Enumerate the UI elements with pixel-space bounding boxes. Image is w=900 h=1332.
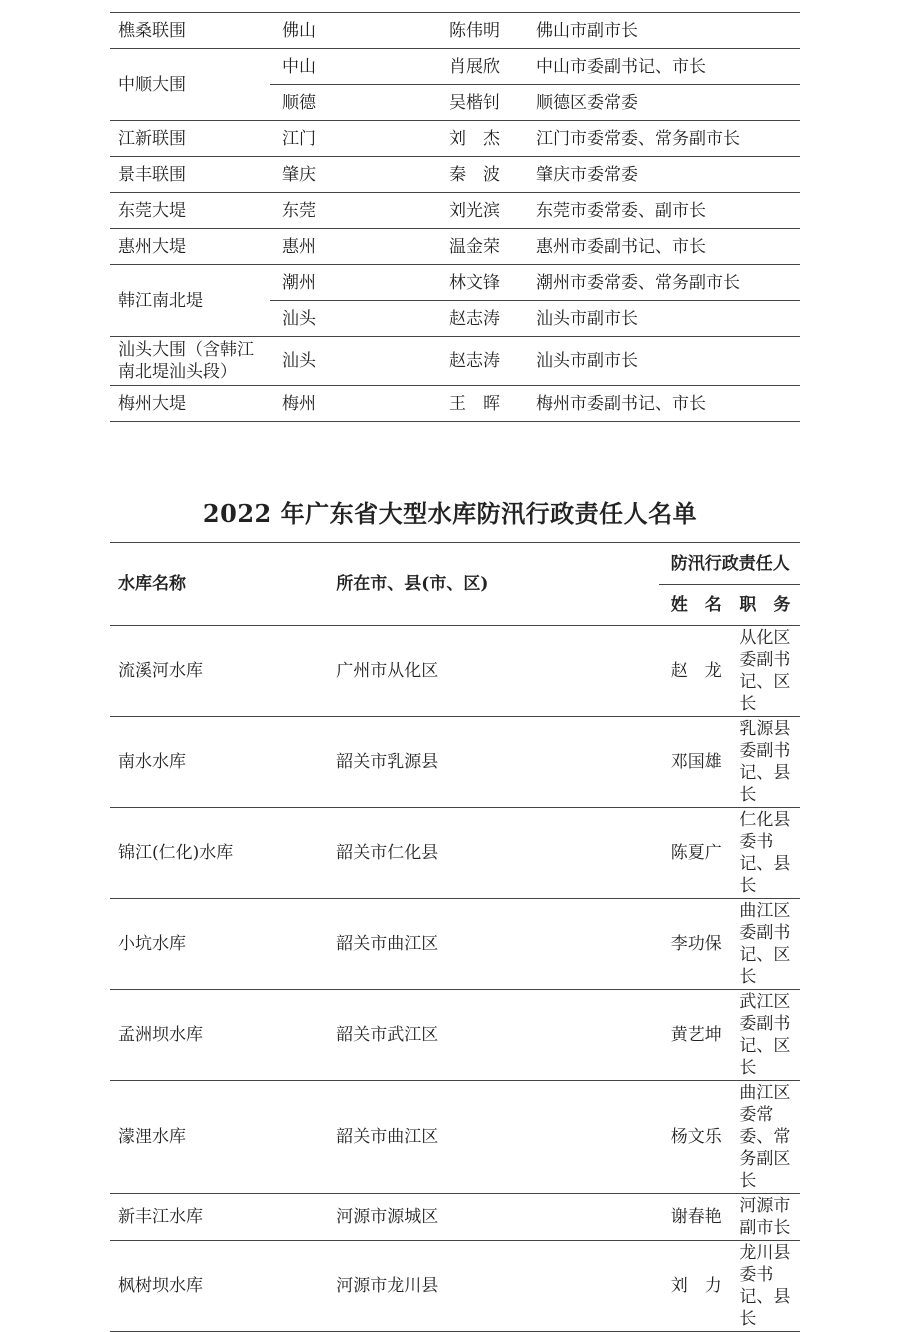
levee-name: 东莞大堤	[110, 193, 270, 229]
header-name: 姓 名	[659, 585, 730, 626]
person-name: 肖展欣	[437, 49, 524, 85]
header-location: 所在市、县(市、区)	[326, 543, 658, 626]
location: 河源市龙川县	[326, 1241, 658, 1332]
person-name: 刘光滨	[437, 193, 524, 229]
post: 顺德区委常委	[524, 85, 800, 121]
table-row	[110, 1081, 800, 1194]
table-row	[110, 899, 800, 990]
location: 河源市源城区	[326, 1194, 658, 1241]
levee-name: 汕头大围（含韩江南北堤汕头段）	[110, 337, 270, 386]
table-row	[110, 1241, 800, 1332]
levee-name: 景丰联围	[110, 157, 270, 193]
table-row	[110, 337, 800, 386]
city: 惠州	[270, 229, 437, 265]
reservoir-name: 南水水库	[110, 717, 326, 808]
levee-name: 江新联围	[110, 121, 270, 157]
city: 东莞	[270, 193, 437, 229]
post: 龙川县委书记、县长	[729, 1241, 800, 1332]
post: 武江区委副书记、区长	[729, 990, 800, 1081]
person-name: 林文锋	[437, 265, 524, 301]
reservoir-name: 新丰江水库	[110, 1194, 326, 1241]
city: 肇庆	[270, 157, 437, 193]
levee-name: 樵桑联围	[110, 13, 270, 49]
post: 江门市委常委、常务副市长	[524, 121, 800, 157]
table-row	[110, 717, 800, 808]
person-name: 谢春艳	[659, 1194, 730, 1241]
post: 潮州市委常委、常务副市长	[524, 265, 800, 301]
table-row	[110, 157, 800, 193]
person-name: 赵志涛	[437, 301, 524, 337]
person-name: 吴楷钊	[437, 85, 524, 121]
table-row	[110, 193, 800, 229]
location: 韶关市武江区	[326, 990, 658, 1081]
person-name: 温金荣	[437, 229, 524, 265]
person-name: 赵志涛	[437, 337, 524, 386]
reservoir-responsibility-table	[110, 542, 800, 1332]
post: 佛山市副市长	[524, 13, 800, 49]
post: 汕头市副市长	[524, 301, 800, 337]
city: 顺德	[270, 85, 437, 121]
location: 韶关市曲江区	[326, 899, 658, 990]
post: 梅州市委副书记、市长	[524, 386, 800, 422]
reservoir-name: 濛浬水库	[110, 1081, 326, 1194]
city: 中山	[270, 49, 437, 85]
city: 江门	[270, 121, 437, 157]
table-row	[110, 386, 800, 422]
person-name: 黄艺坤	[659, 990, 730, 1081]
reservoir-name: 锦江(仁化)水库	[110, 808, 326, 899]
reservoir-name: 流溪河水库	[110, 626, 326, 717]
location: 韶关市仁化县	[326, 808, 658, 899]
post: 河源市副市长	[729, 1194, 800, 1241]
location: 广州市从化区	[326, 626, 658, 717]
reservoir-name: 孟洲坝水库	[110, 990, 326, 1081]
table-header-row	[110, 543, 800, 585]
levee-name: 惠州大堤	[110, 229, 270, 265]
levee-name: 梅州大堤	[110, 386, 270, 422]
person-name: 刘 杰	[437, 121, 524, 157]
person-name: 赵 龙	[659, 626, 730, 717]
table-row	[110, 49, 800, 85]
post: 汕头市副市长	[524, 337, 800, 386]
header-reservoir: 水库名称	[110, 543, 326, 626]
header-responsible: 防汛行政责任人	[659, 543, 800, 585]
city: 潮州	[270, 265, 437, 301]
location: 韶关市乳源县	[326, 717, 658, 808]
post: 从化区委副书记、区长	[729, 626, 800, 717]
table-row	[110, 229, 800, 265]
post: 东莞市委常委、副市长	[524, 193, 800, 229]
table-row	[110, 626, 800, 717]
reservoir-name: 枫树坝水库	[110, 1241, 326, 1332]
city: 汕头	[270, 301, 437, 337]
city: 汕头	[270, 337, 437, 386]
post: 乳源县委副书记、县长	[729, 717, 800, 808]
table-row	[110, 990, 800, 1081]
post: 惠州市委副书记、市长	[524, 229, 800, 265]
person-name: 邓国雄	[659, 717, 730, 808]
person-name: 刘 力	[659, 1241, 730, 1332]
post: 曲江区委副书记、区长	[729, 899, 800, 990]
section-title: 2022 年广东省大型水库防汛行政责任人名单	[202, 499, 698, 528]
person-name: 秦 波	[437, 157, 524, 193]
post: 肇庆市委常委	[524, 157, 800, 193]
levee-name: 中顺大围	[110, 49, 270, 121]
header-post: 职 务	[729, 585, 800, 626]
person-name: 陈伟明	[437, 13, 524, 49]
table-row	[110, 121, 800, 157]
city: 佛山	[270, 13, 437, 49]
levee-name: 韩江南北堤	[110, 265, 270, 337]
person-name: 王 晖	[437, 386, 524, 422]
location: 韶关市曲江区	[326, 1081, 658, 1194]
table-row	[110, 808, 800, 899]
levee-responsibility-table	[110, 12, 800, 422]
reservoir-name: 小坑水库	[110, 899, 326, 990]
city: 梅州	[270, 386, 437, 422]
person-name: 陈夏广	[659, 808, 730, 899]
table-row	[110, 13, 800, 49]
person-name: 李功保	[659, 899, 730, 990]
post: 中山市委副书记、市长	[524, 49, 800, 85]
post: 仁化县委书记、县长	[729, 808, 800, 899]
table-row	[110, 1194, 800, 1241]
table-row	[110, 265, 800, 301]
post: 曲江区委常委、常务副区长	[729, 1081, 800, 1194]
person-name: 杨文乐	[659, 1081, 730, 1194]
